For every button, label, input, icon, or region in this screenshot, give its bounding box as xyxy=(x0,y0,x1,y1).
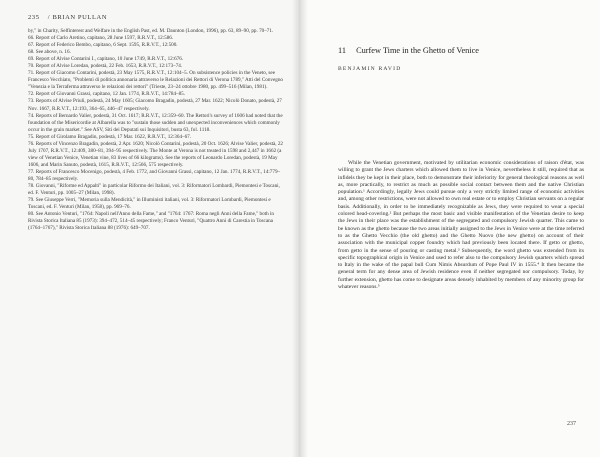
right-page xyxy=(300,0,600,457)
note: 78. Giovanni, "Riforme ed Appalti" in particolar Riformo dei Italiani, vol. 3: Riformatori Lombardi, Piemontesi e Toscani, ed. F. Venturi, pp. 1005–27 (Milan, 1998). xyxy=(28,183,280,197)
note: 69. Report of Alvise Contarini I., capitano, 10 June 1749, R.R.V.T., 12:676. xyxy=(28,56,184,63)
note: 71. Report of Giacomo Contarini, podestà, 23 May 1575, R.R.V.T., 12:104–5. On subsistence policies in the Veneto, see Francesco Vecchiato, "Problemi di politica annonaria attraverso le Relazioni dei Rettori di Verona 1789," Atti del Convegno "Venezia e la Terraferma attraverso le relazioni dei rettori" (Trieste, 23–24 ottobre 1980, pp. 499–516 (Milan, 1981). xyxy=(28,70,283,91)
running-head-separator: / xyxy=(47,14,51,21)
note: 77. Reports of Francesco Mocenigo, podestà, 4 Feb. 1772, and Giovanni Grassi, capitano, 12 Jan. 1774, R.R.V.T., 14:779–80, 784–85 respectively. xyxy=(28,168,281,182)
note: 79. See Giuseppe Verri, "Memoria sulla Mendicità," in Illuministi italiani, vol. 3: Riformatori Lombardi, Piemontesi e Toscani, ed. F. Venturi (Milan, 1958), pp. 969–76. xyxy=(28,197,271,211)
note: 72. Report of Giovanni Grassi, capitano, 12 Jan. 1774, R.R.V.T., 14:784–85. xyxy=(28,91,186,98)
chapter-number: 11 xyxy=(338,46,346,55)
chapter-heading xyxy=(338,46,479,55)
right-page-number: 237 xyxy=(567,421,576,427)
note: 66. Report of Carlo Aretino, capitano, 28 June 1597, R.R.V.T., 12:586. xyxy=(28,35,174,42)
note: 73. Reports of Alvise Priuli, podestà, 24 May 1605; Giacomo Bragadin, podestà, 27 Mar. 1622; Nicolò Donato, podestà, 27 Nov. 1667, R.R.V.T., 12:193, 364–65, 446–47 respectively. xyxy=(28,98,282,112)
endnotes xyxy=(28,28,283,232)
note: 67. Report of Federico Bembo, capitano, 6 Sept. 1595, R.R.V.T., 12:500. xyxy=(28,42,178,49)
note: 76. Reports of Vincenzo Bragadin, podestà, 2 Apr. 1620; Nicolò Contarini, podestà, 20 Oct. 1626; Alvise Valier, podestà, 22 July 1707, R.R.V.T., 12:409, 380–81, 394–95 respectively. The Monte at Verona is not treated in 1598 and 2,447 in 1662 (a view of Venetian Venice, Venetian vine, 83 lives of 66 kilograms). See the reports of Leonardo Loredan, podestà, 19 May 1606, and Marin Sanuto, podestà, 1615, R.R.V.T., 12:566, 575 respectively. xyxy=(28,140,283,168)
chapter-body xyxy=(338,160,584,291)
book-gutter xyxy=(292,0,308,457)
running-head-author: BRIAN PULLAN xyxy=(52,14,108,21)
body-paragraph: While the Venetian government, motivated by utilitarian economic considerations of raison d'état, was willing to grant the Jews charters which allowed them to live in Venice, nevertheless it still, required that as infidels they be kept in their place, both to demonstrate their inferiority for general theological reasons as well as, more practically, to restrict as much as possible social contact between them and the native Christian population.¹ Accordingly, legally Jews could pursue only a very strictly limited range of economic activities and, among other restrictions, were not allowed to own real estate or to employ Christian servants on a regular basis. Additionally, in order to be immediately recognizable as Jews, they were required to wear a special colored head-covering.² But perhaps the most basic and visible manifestation of the Venetian desire to keep the Jews in their place was the establishment of the segregated and compulsory Jewish quarter. This came to be known as the ghetto because the two areas initially assigned to the Jews in Venice were at the time referred to as the Ghetto Vecchio (the old ghetto) and the Ghetto Nuovo (the new ghetto) on account of their association with the municipal copper foundry which had previously been located there. If getto or ghetto, from getto in the sense of pouring or casting metal.³ Subsequently, the word ghetto was extended from its specific topographical origin in Venice and used to refer also to the compulsory Jewish quarters which spread to Italy in the wake of the papal bull Cum Nimis Absurdum of Pope Paul IV in 1555.⁴ It then became the general term for any dense area of Jewish residence even if neither segregated nor compulsory. Today, by further extension, ghetto has come to designate areas densely inhabited by members of any minority group for whatever reasons.⁵ xyxy=(338,160,584,291)
note: 75. Report of Girolamo Bragadin, podestà, 17 Mar. 1622, R.R.V.T., 12:364–67. xyxy=(28,133,192,140)
note: 80. See Antonio Venturi, "1764: Napoli nell'Anno della Fame," and "1764: 1767: Roma negli Anni della Fame," both in Rivista Storica Italiana 85 (1973): 394–472, 514–45 respectively; Franco Venturi, "Quattro Anni di Carestia in Toscana (1764–1767)," Rivista Storica Italiana 88 (1976): 649–707. xyxy=(28,211,274,232)
note: 74. Reports of Bernardo Valier, podestà, 31 Oct. 1617; R.R.V.T., 12:359–60. The Rettori's survey of 1606 had noted that the foundation of the Misericordie at Albarella was to "sustain those sudden and unexpected inconveniences which commonly occur in the grain market." See ASV, Siti dei Deputati sui Inquisitori, busta 63, fol. 1118. xyxy=(28,112,283,133)
chapter-author: BENJAMIN RAVID xyxy=(338,66,402,72)
left-page-number: 235 xyxy=(28,14,40,21)
chapter-title: Curfew Time in the Ghetto of Venice xyxy=(356,46,479,55)
note: 68. See above, n. 16. xyxy=(28,49,71,56)
note: 70. Report of Alvise Loredan, podestà, 22 Feb. 1653, R.R.V.T., 12:173–74. xyxy=(28,63,183,70)
running-head xyxy=(28,14,107,21)
note: by," in Charity, Selfinterest and Welfare in the English Past, ed. M. Daunton (London, 1996), pp. 63, 89–90, pp. 70–71. xyxy=(28,28,274,34)
